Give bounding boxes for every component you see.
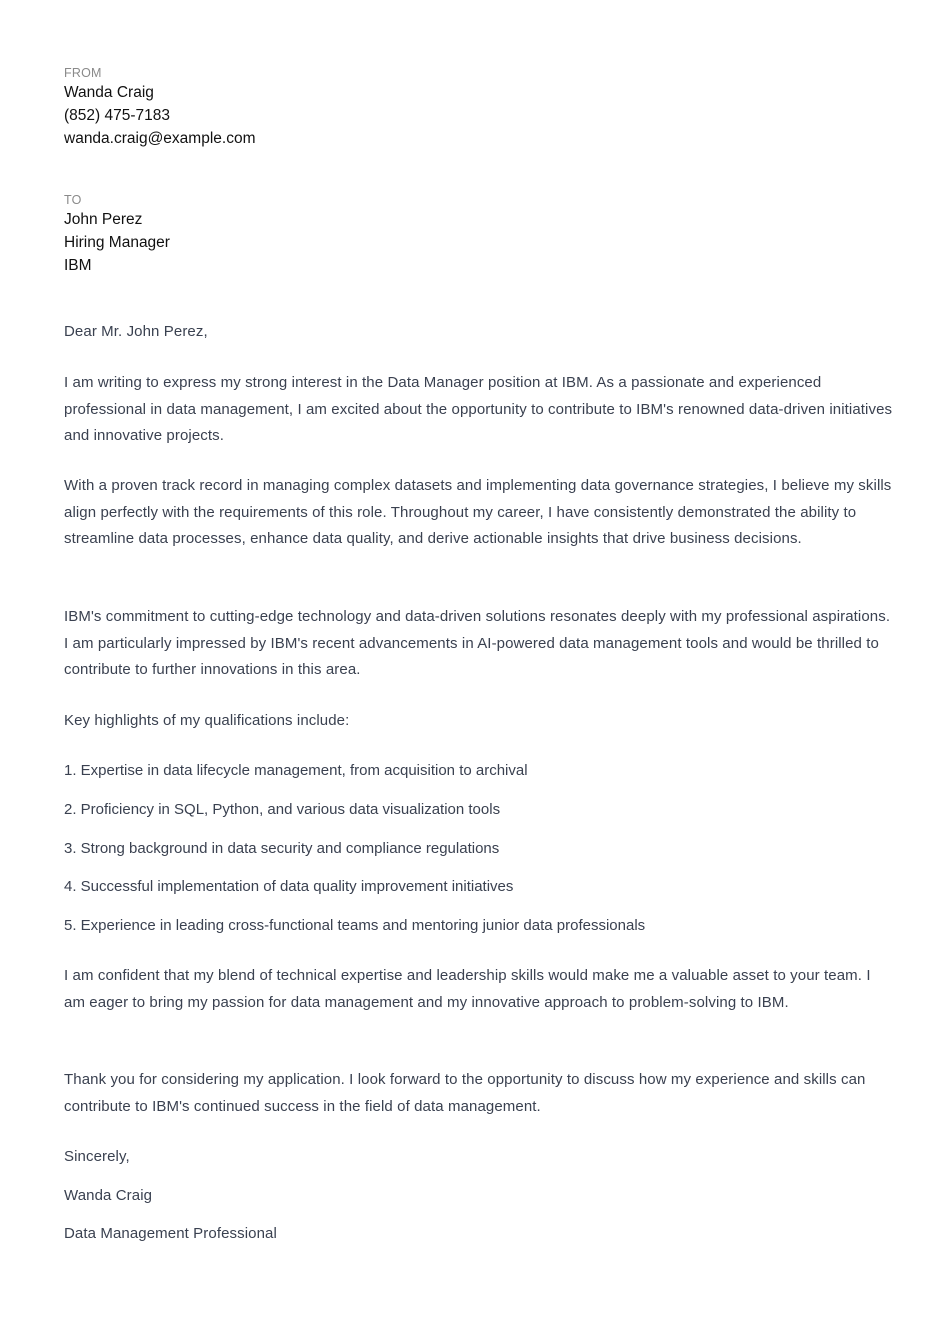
sender-name: Wanda Craig	[64, 84, 154, 101]
sender-email: wanda.craig@example.com	[64, 130, 256, 147]
closing: Sincerely,	[64, 1148, 130, 1165]
recipient-name: John Perez	[64, 211, 143, 228]
highlight-item: 5. Experience in leading cross-functional teams and mentoring junior data professionals	[64, 917, 646, 934]
highlight-item: 2. Proficiency in SQL, Python, and various data visualization tools	[64, 800, 501, 818]
paragraph-intro: I am writing to express my strong interest in the Data Manager position at IBM. As a passionate and experienced professional in data management, I am excited about the opportunity to contribute to IBM's renowned data-driven initiatives and innovative projects.	[64, 374, 893, 444]
highlights-intro: Key highlights of my qualifications include:	[64, 712, 350, 729]
highlight-item: 1. Expertise in data lifecycle management, from acquisition to archival	[64, 762, 528, 779]
sender-block	[64, 65, 256, 150]
signature-name: Wanda Craig	[64, 1187, 153, 1204]
highlights-list	[64, 758, 894, 952]
to-label: TO	[64, 193, 82, 207]
salutation: Dear Mr. John Perez,	[64, 323, 208, 340]
recipient-block	[64, 192, 170, 277]
recipient-company: IBM	[64, 257, 92, 274]
paragraph-thanks: Thank you for considering my application. I look forward to the opportunity to discuss how my experience and skills can contribute to IBM's continued success in the field of data management.	[64, 1071, 866, 1115]
highlight-item: 3. Strong background in data security and compliance regulations	[64, 839, 500, 857]
signature-title: Data Management Professional	[64, 1225, 277, 1242]
paragraph-confidence: I am confident that my blend of technical expertise and leadership skills would make me a valuable asset to your team. I am eager to bring my passion for data management and my innovative approach to problem-solving to IBM.	[64, 967, 871, 1011]
paragraph-company-fit: IBM's commitment to cutting-edge technology and data-driven solutions resonates deeply with my professional aspirations. I am particularly impressed by IBM's recent advancements in AI-powered data management tools and would be thrilled to contribute to further innovations in this area.	[64, 608, 891, 678]
highlight-item: 4. Successful implementation of data quality improvement initiatives	[64, 878, 514, 896]
sender-phone: (852) 475-7183	[64, 107, 170, 124]
paragraph-experience: With a proven track record in managing complex datasets and implementing data governance strategies, I believe my skills align perfectly with the requirements of this role. Throughout my career, I have consistently demonstrated the ability to streamline data processes, enhance data quality, and derive actionable insights that drive business decisions.	[64, 477, 892, 547]
recipient-title: Hiring Manager	[64, 234, 170, 251]
from-label: FROM	[64, 66, 102, 80]
